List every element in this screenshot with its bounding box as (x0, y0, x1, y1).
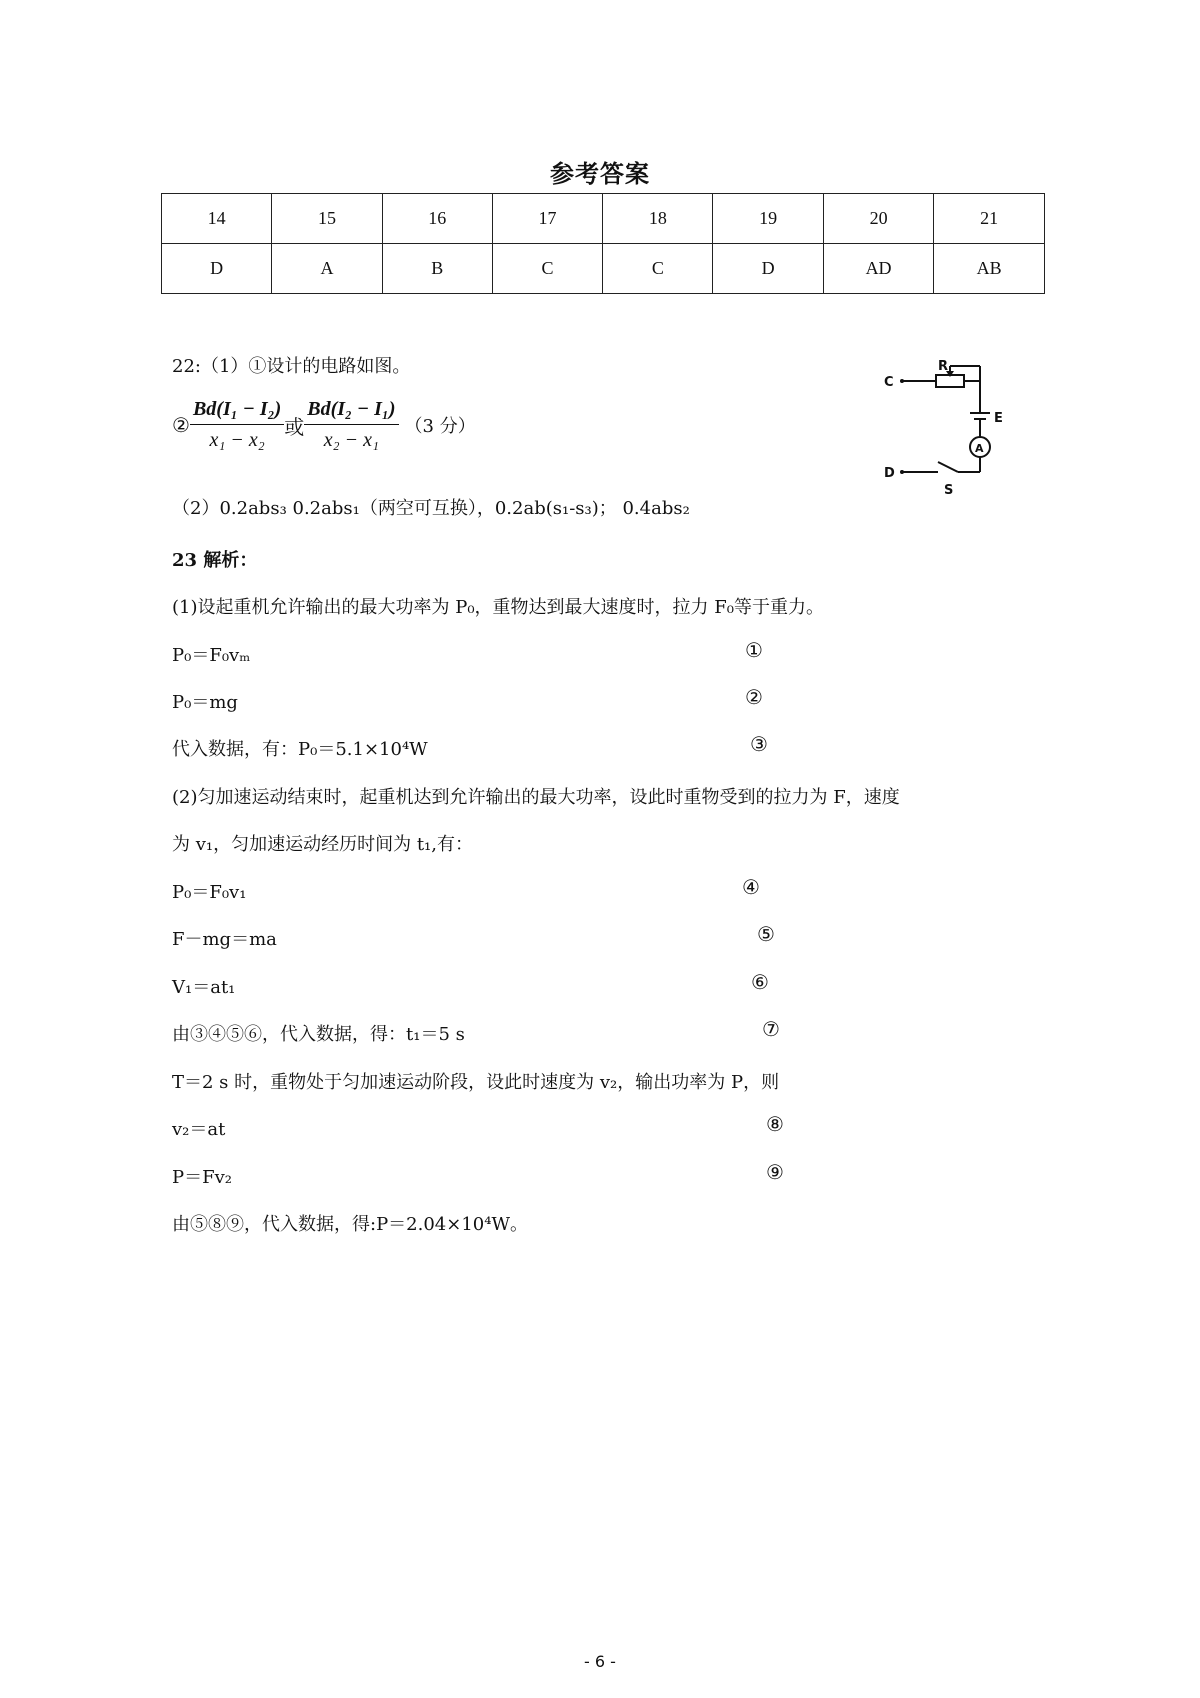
page-number: - 6 - (584, 1652, 616, 1671)
page-title: 参考答案 (550, 160, 650, 188)
table-cell: 15 (272, 194, 382, 244)
label-r: R (938, 359, 949, 374)
table-cell: AD (823, 244, 934, 294)
fraction-1 (190, 398, 284, 452)
table-cell: 14 (162, 194, 272, 244)
table-cell: AB (934, 244, 1045, 294)
equation: F－mg＝ma (172, 929, 277, 950)
q23-paragraph: T＝2 s 时，重物处于匀加速运动阶段，设此时速度为 v₂，输出功率为 P，则 (172, 1072, 780, 1093)
equation-number: ② (745, 685, 763, 709)
table-row (162, 194, 1045, 244)
equation-number: ⑥ (751, 970, 769, 994)
q22-part2: （2）0.2abs₃ 0.2abs₁（两空可互换），0.2ab(s₁-s₃)； 0.4abs₂ (172, 498, 690, 519)
or-text: 或 (284, 414, 305, 439)
q23-paragraph: (1)设起重机允许输出的最大功率为 P₀，重物达到最大速度时，拉力 F₀等于重力。 (172, 597, 824, 618)
label-a: A (975, 442, 984, 455)
fraction-denominator: x₁ − x₂ (209, 429, 265, 451)
q22-line1: 22:（1）①设计的电路如图。 (172, 356, 411, 377)
table-cell: A (272, 244, 382, 294)
equation-number: ⑨ (766, 1160, 784, 1184)
table-cell: 20 (823, 194, 934, 244)
table-cell: C (603, 244, 713, 294)
equation-number: ⑧ (766, 1112, 784, 1136)
equation: P₀＝F₀v₁ (172, 882, 247, 903)
circle-number: ② (172, 413, 190, 437)
fraction-2 (304, 398, 398, 452)
equation-number: ④ (742, 875, 760, 899)
fraction-numerator: Bd(I₁ − I₂) (190, 398, 284, 425)
equation-number: ① (745, 638, 763, 662)
equation-number: ③ (750, 732, 768, 756)
equation: V₁＝at₁ (172, 977, 236, 998)
q22-formula (172, 398, 476, 452)
answer-table (161, 193, 1045, 294)
table-cell: 21 (934, 194, 1045, 244)
q23-final: 由⑤⑧⑨，代入数据，得:P＝2.04×10⁴W。 (172, 1214, 528, 1235)
equation: 由③④⑤⑥，代入数据，得：t₁＝5 s (172, 1024, 465, 1045)
score-text: （3 分） (404, 416, 476, 437)
q23-heading: 23 解析： (172, 550, 258, 571)
equation: 代入数据，有：P₀＝5.1×10⁴W (172, 739, 428, 760)
q23-paragraph: (2)匀加速运动结束时，起重机达到允许输出的最大功率，设此时重物受到的拉力为 F，速度 (172, 787, 900, 808)
table-cell: 16 (382, 194, 492, 244)
table-cell: 18 (603, 194, 713, 244)
table-cell: C (492, 244, 602, 294)
table-row (162, 244, 1045, 294)
equation: v₂＝at (172, 1119, 226, 1140)
label-e: E (994, 411, 1003, 426)
equation: P₀＝F₀vₘ (172, 645, 251, 666)
label-s: S (944, 483, 954, 498)
fraction-denominator: x₂ − x₁ (323, 429, 379, 451)
circuit-diagram (880, 350, 1020, 500)
label-d: D (884, 466, 895, 481)
table-cell: D (713, 244, 823, 294)
table-cell: 19 (713, 194, 823, 244)
q23-paragraph: 为 v₁，匀加速运动经历时间为 t₁,有： (172, 834, 473, 855)
fraction-numerator: Bd(I₂ − I₁) (304, 398, 398, 425)
equation: P＝Fv₂ (172, 1167, 232, 1188)
equation: P₀＝mg (172, 692, 238, 713)
label-c: C (884, 375, 894, 390)
table-cell: 17 (492, 194, 602, 244)
equation-number: ⑤ (757, 922, 775, 946)
table-cell: B (382, 244, 492, 294)
table-cell: D (162, 244, 272, 294)
equation-number: ⑦ (762, 1017, 780, 1041)
